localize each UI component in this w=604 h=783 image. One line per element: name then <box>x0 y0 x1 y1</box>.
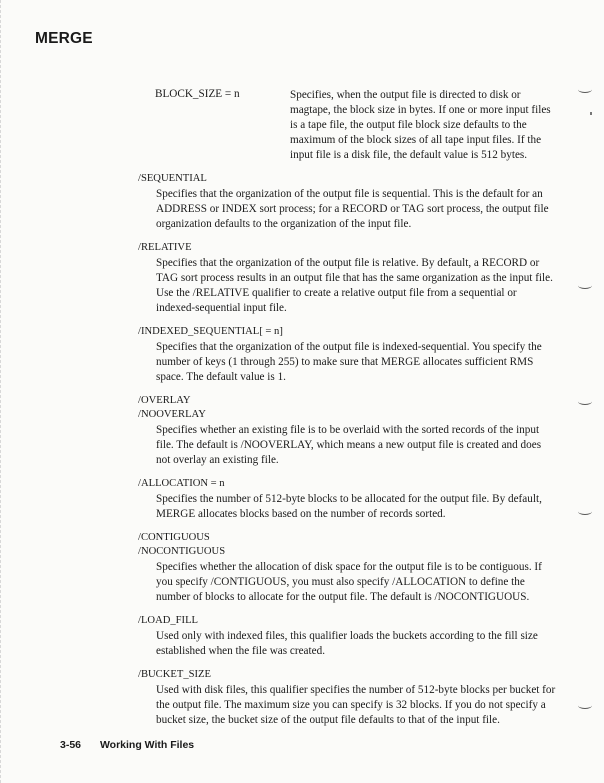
page-number: 3-56 <box>60 739 82 751</box>
page-edge <box>0 0 3 783</box>
qualifier-entry-allocation <box>138 477 558 522</box>
qualifier-entry-bucket-size <box>138 668 558 728</box>
margin-mark <box>578 282 592 289</box>
qualifier-entry-indexed-sequential <box>138 325 558 385</box>
page-footer <box>60 739 194 751</box>
qualifier-name: /OVERLAY <box>138 395 191 406</box>
qualifier-description: Specifies the number of 512-byte blocks to be allocated for the output file. By default, MERGE allocates blocks based on the number of records sorted. <box>156 493 542 520</box>
qualifier-entry-sequential <box>138 172 558 232</box>
qualifier-description: Specifies that the organization of the output file is indexed-sequential. You specify the number of keys (1 through 255) to make sure that MERGE allocates sufficient RMS space. The default value is 1. <box>156 341 542 383</box>
qualifier-description: Specifies that the organization of the output file is relative. By default, a RECORD or TAG sort process results in an output file that has the same organization as the input file. Use the /RELATIVE qualifier to create a relative output file from a sequential or indexed-sequential input file. <box>156 257 553 314</box>
margin-mark <box>578 508 592 515</box>
page-title: MERGE <box>35 30 93 47</box>
qualifier-description: Specifies that the organization of the output file is sequential. This is the default for an ADDRESS or INDEX sort process; for a RECORD or TAG sort process, the output file organization defaults to the organization of the input file. <box>156 188 549 230</box>
margin-mark <box>578 398 592 405</box>
qualifier-name: /BUCKET_SIZE <box>138 669 211 680</box>
qualifier-description: Specifies whether the allocation of disk space for the output file is to be contiguous. If you specify /CONTIGUOUS, you must also specify /ALLOCATION to define the number of blocks to allocate for the output file. The default is /NOCONTIGUOUS. <box>156 561 542 603</box>
qualifier-name: /CONTIGUOUS <box>138 532 210 543</box>
qualifier-entry-relative <box>138 241 558 316</box>
qualifier-description: Used only with indexed files, this qualifier loads the buckets according to the fill size established when the file was created. <box>156 630 538 657</box>
qualifier-description: Specifies whether an existing file is to be overlaid with the sorted records of the input file. The default is /NOOVERLAY, which means a new output file is created and does not overlay an existing file. <box>156 424 542 466</box>
block-size-qualifier: BLOCK_SIZE = n <box>155 88 240 100</box>
qualifier-name: /LOAD_FILL <box>138 615 199 626</box>
block-size-description: Specifies, when the output file is directed to disk or magtape, the block size in bytes. If one or more input files is a tape file, the output file block size defaults to the maximum of the block sizes of all tape input files. If the input file is a disk file, the default value is 512 bytes. <box>290 89 551 161</box>
qualifier-list <box>138 172 558 737</box>
margin-mark <box>578 86 592 93</box>
qualifier-entry-contiguous <box>138 531 558 605</box>
qualifier-name: /NOCONTIGUOUS <box>138 546 226 557</box>
margin-dot <box>590 112 592 115</box>
qualifier-entry-overlay <box>138 394 558 468</box>
qualifier-name: /NOOVERLAY <box>138 409 206 420</box>
qualifier-entry-load-fill <box>138 614 558 659</box>
qualifier-name: /INDEXED_SEQUENTIAL[ = n] <box>138 326 283 337</box>
qualifier-name: /SEQUENTIAL <box>138 173 207 184</box>
qualifier-name: /ALLOCATION = n <box>138 478 225 489</box>
margin-mark <box>578 702 592 709</box>
qualifier-description: Used with disk files, this qualifier specifies the number of 512-byte blocks per bucket for the output file. The maximum size you can specify is 32 blocks. If you do not specify a bucket size, the bucket size of the output file defaults to that of the input file. <box>156 684 556 726</box>
qualifier-name: /RELATIVE <box>138 242 192 253</box>
section-title: Working With Files <box>99 739 195 751</box>
